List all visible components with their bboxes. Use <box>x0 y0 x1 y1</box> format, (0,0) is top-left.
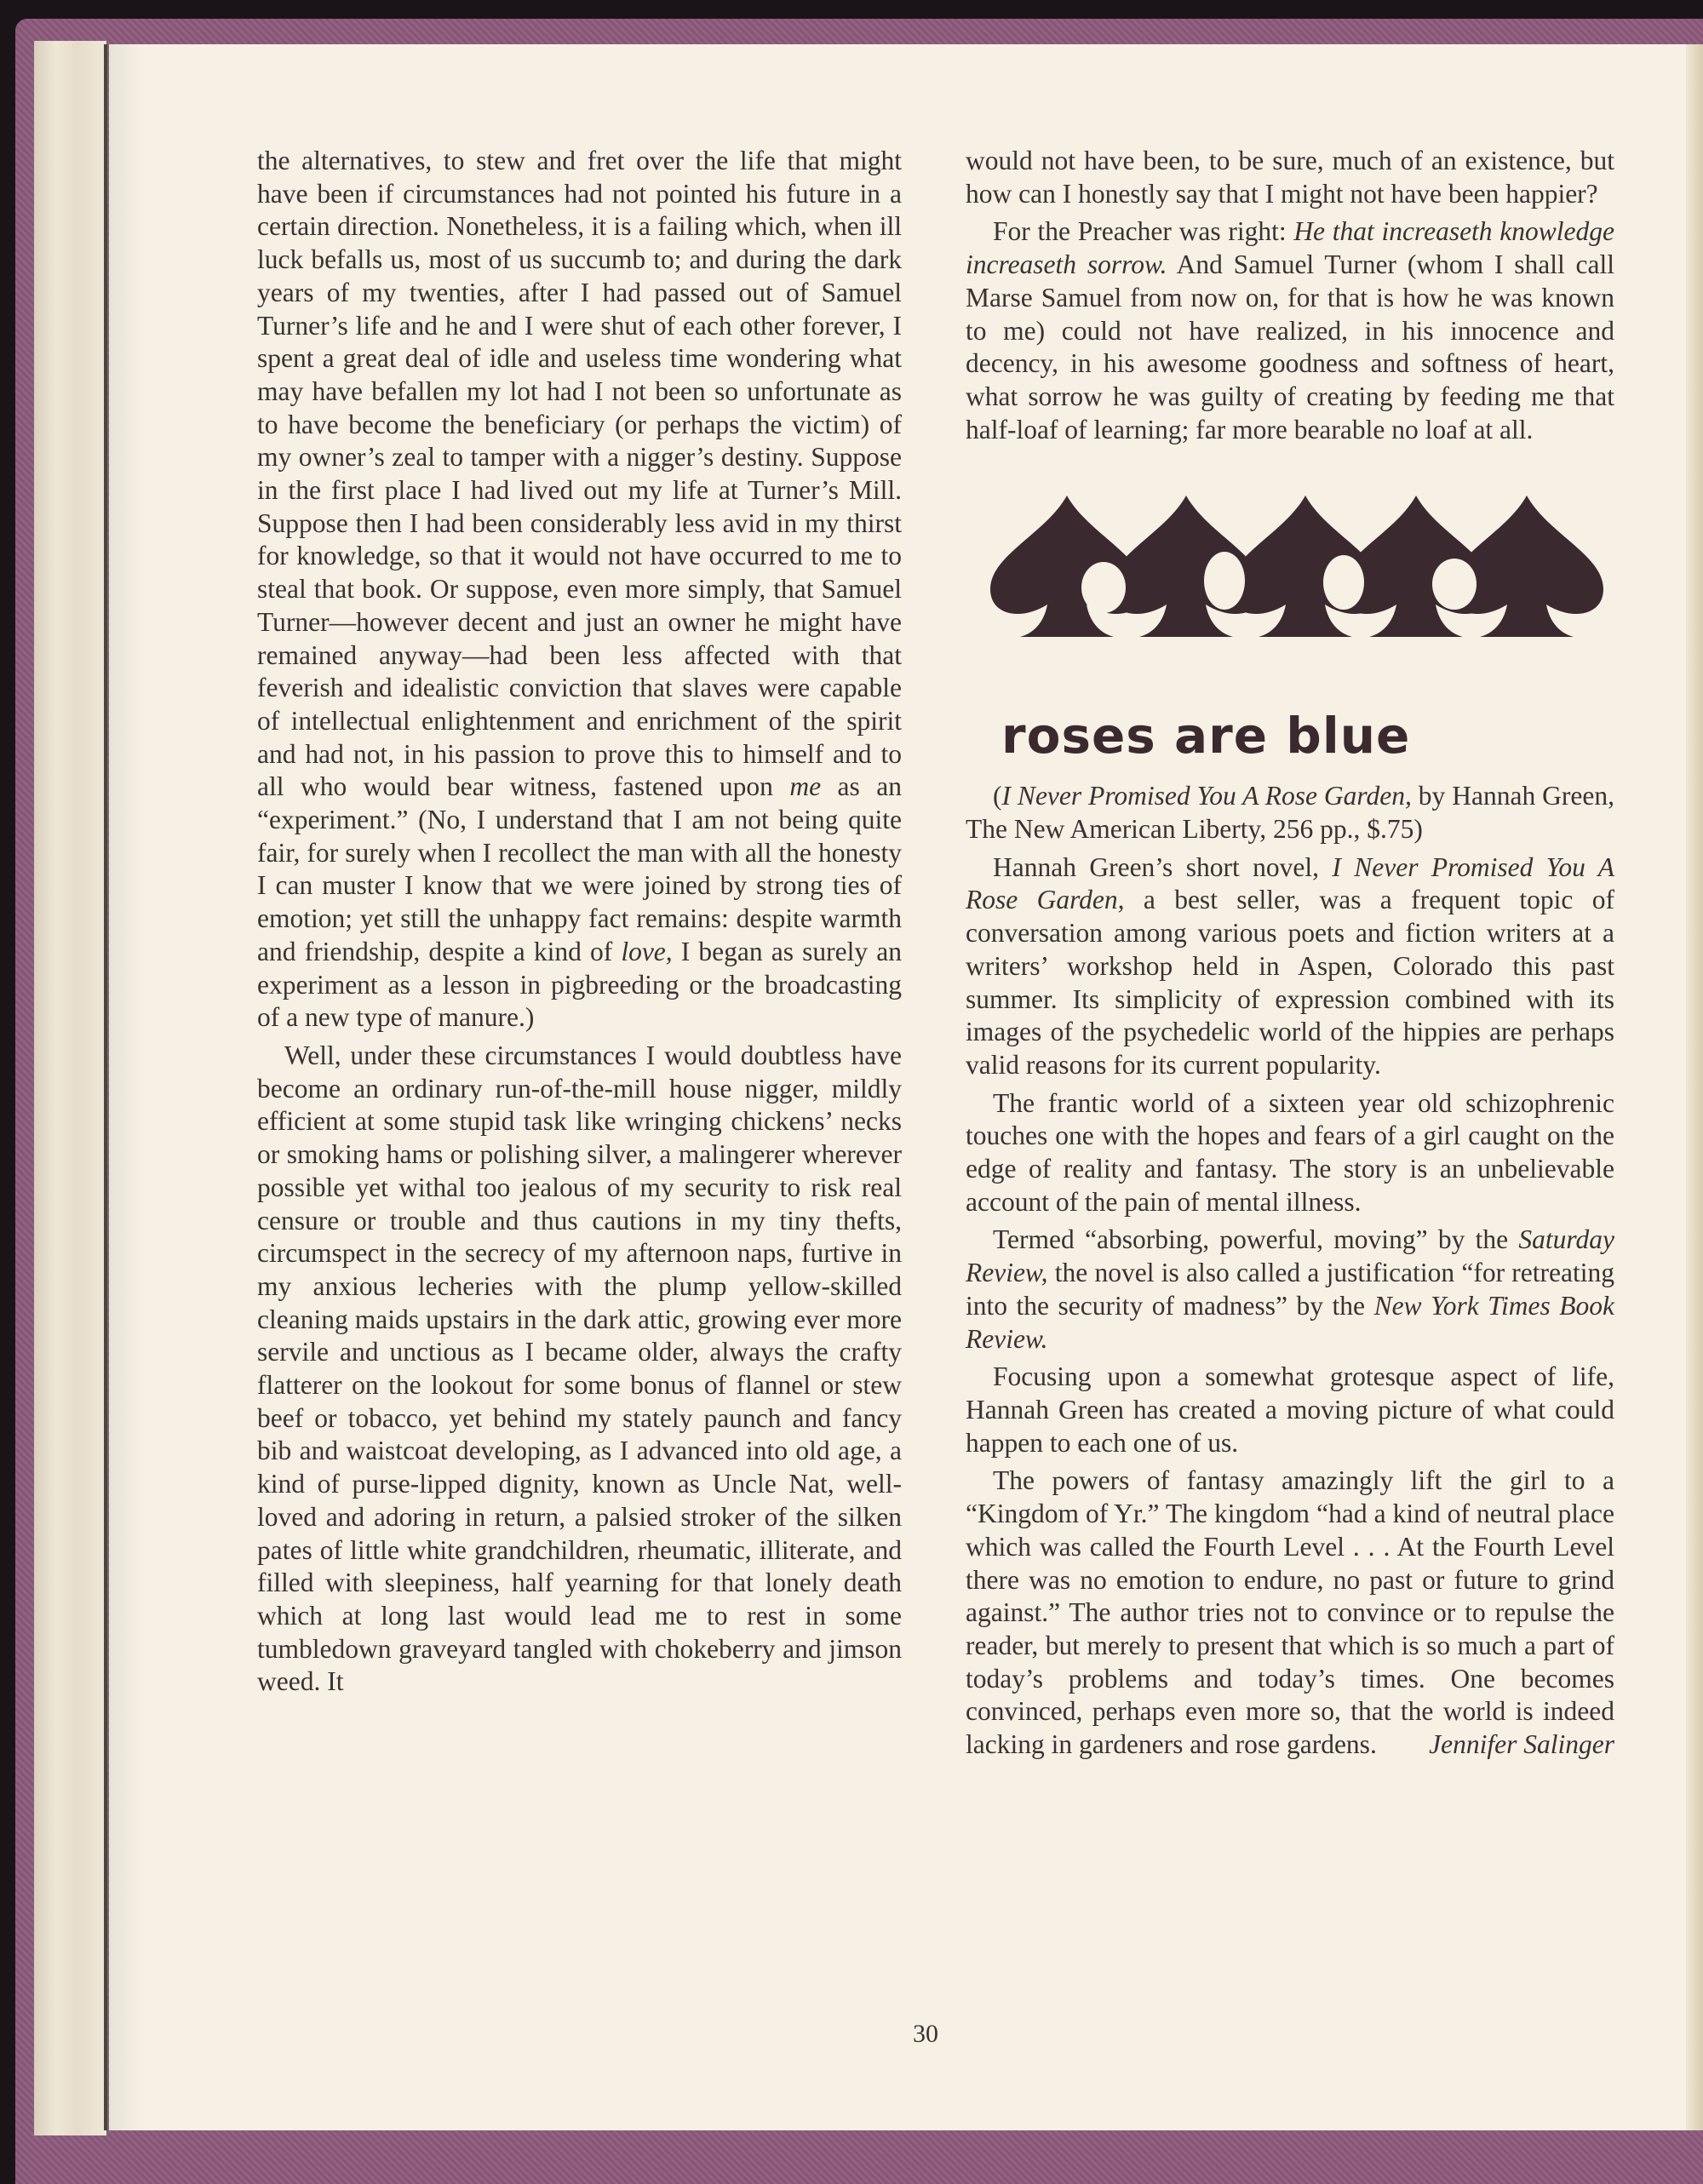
book-title: I Never Promised You A Rose Garden, <box>1001 781 1412 811</box>
source-title: New York Times Book Review. <box>966 1290 1614 1354</box>
next-page-edge <box>1686 44 1703 2130</box>
emphasis: me <box>789 771 822 802</box>
section-heading: roses are blue <box>1001 707 1411 765</box>
paragraph: the alternatives, to stew and fret over the life that might have been if circumstances had not pointed his future in a certain direction. Nonetheless, it is a failing which, when ill luck befalls us, most of us succumb to; and during the dark years of my twenties, after I had passed out of Samuel Turner’s life and he and I were shut of each other forever, I spent a great deal of idle and useless time wondering what may have befallen my lot had I not been so unfortunate as to have become the beneficiary (or perhaps the victim) of my owner’s zeal to tamper with a nigger’s destiny. Suppose in the first place I had lived out my life at Turner’s Mill. Suppose then I had been considerably less avid in my thirst for knowledge, so that it would not have occurred to me to steal that book. Or suppose, even more simply, that Samuel Turner—however decent and just an owner he might have remained anyway—had been less affected with that feverish and idealistic conviction that slaves were capable of intellectual enlightenment and enrichment of the spirit and had not, in his passion to prove this to himself and to all who would bear witness, fastened upon me as an “experiment.” (No, I understand that I am not being quite fair, for surely when I recollect the man with all the honesty I can muster I know that we were joined by strong ties of emotion; yet still the unhappy fact remains: despite warmth and friendship, despite a kind of love, I began as surely an experiment as a lesson in pigbreeding or the broadcasting of a new type of manure.) <box>257 146 902 1033</box>
right-column <box>966 145 1614 1762</box>
page-stack-edge <box>34 41 108 2135</box>
paragraph: Well, under these circumstances I would doubtless have become an ordinary run-of-the-mill house nigger, mildly efficient at some stupid task like wringing chickens’ necks or smoking hams or polishing silver, a malingerer wherever possible yet withal too jealous of my security to risk real censure or trouble and thus cautions in my tiny thefts, circumspect in the secrecy of my afternoon naps, furtive in my anxious lecheries with the plump yellow-skilled cleaning maids upstairs in the dark attic, growing ever more servile and unctious as I became older, always the crafty flatterer on the lookout for some bonus of flannel or stew beef or tobacco, yet behind my stately paunch and fancy bib and waistcoat developing, as I advanced into old age, a kind of purse-lipped dignity, known as Uncle Nat, well-loved and adoring in return, a palsied stroker of the silken pates of little white grandchildren, rheumatic, illiterate, and filled with sleepiness, half yearning for that lonely death which at long last would lead me to rest in some tumbledown graveyard tangled with chokeberry and jimson weed. It <box>257 1040 902 1697</box>
paragraph: Hannah Green’s short novel, I Never Promised You A Rose Garden, a best seller, was a frequent topic of conversation among various poets and fiction writers at a writers’ workshop held in Aspen, Colorado this past summer. Its simplicity of expression combined with its images of the psychedelic world of the hippies are perhaps valid reasons for its current popularity. <box>966 851 1615 1080</box>
paragraph: would not have been, to be sure, much of an existence, but how can I honestly say that I might not have been happier? <box>966 146 1614 209</box>
paragraph: The frantic world of a sixteen year old schizophrenic touches one with the hopes and fears of a girl caught on the edge of reality and fantasy. The story is an unbelievable account of the pain of mental illness. <box>966 1087 1614 1217</box>
author-signature: Jennifer Salinger <box>1429 1729 1614 1760</box>
spade-icon <box>1450 496 1603 637</box>
quote: He that increaseth knowledge increaseth sorrow. <box>966 216 1614 280</box>
book-title: I Never Promised You A Rose Garden, <box>966 851 1615 915</box>
source-title: Saturday Review, <box>966 1224 1614 1288</box>
paragraph: Termed “absorbing, powerful, moving” by the Saturday Review, the novel is also called a justification “for retreating into the security of madness” by the New York Times Book Review. <box>966 1224 1614 1354</box>
spades-illustration <box>978 487 1613 640</box>
paragraph: Focusing upon a somewhat grotesque aspect of life, Hannah Green has created a moving picture of what could happen to each one of us. <box>966 1361 1614 1458</box>
paragraph: For the Preacher was right: He that increaseth knowledge increaseth sorrow. And Samuel Turner (whom I shall call Marse Samuel from now on, for that is how he was known to me) could not have realized, in his innocence and decency, in his awesome goodness and softness of heart, what sorrow he was guilty of creating by feeding me that half-loaf of learning; far more bearable no loaf at all. <box>966 216 1614 444</box>
emphasis: love, <box>621 936 673 966</box>
gutter-line <box>104 44 107 2130</box>
left-column <box>257 145 902 1699</box>
citation: (I Never Promised You A Rose Garden, by Hannah Green, The New American Liberty, 256 pp., $.75) <box>966 781 1614 845</box>
page-number: 30 <box>913 2020 938 2048</box>
paragraph: The powers of fantasy amazingly lift the girl to a “Kingdom of Yr.” The kingdom “had a kind of neutral place which was called the Fourth Level . . . At the Fourth Level there was no emotion to endure, no past or future to grind against.” The author tries not to convince or to repulse the reader, but merely to present that which is so much a part of today’s problems and today’s times. One becomes convinced, perhaps even more so, that the world is indeed lacking in gardeners and rose gardens. Jennifer Salinger <box>966 1465 1614 1760</box>
